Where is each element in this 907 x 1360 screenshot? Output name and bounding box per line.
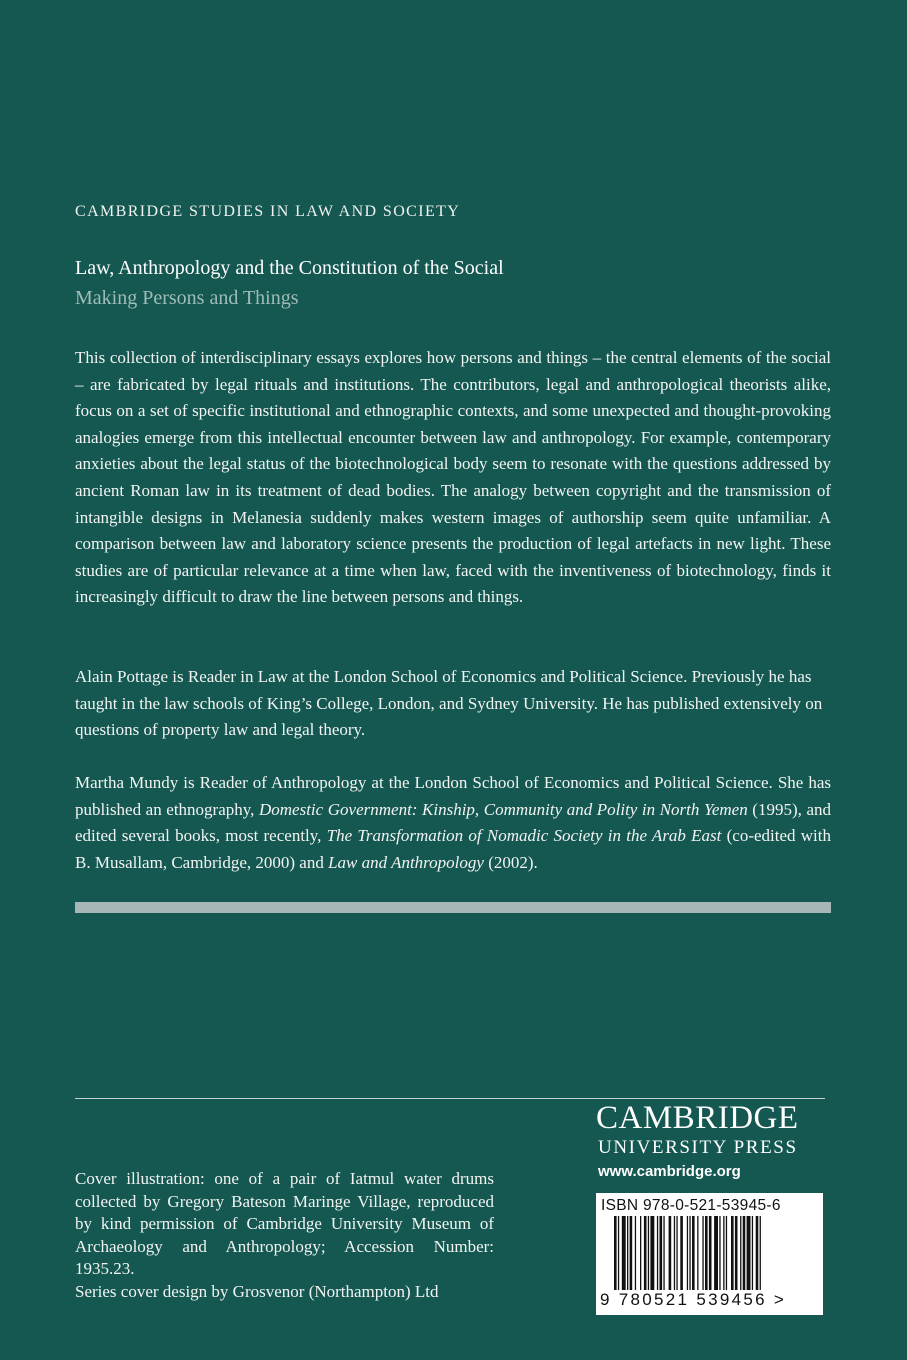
barcode-stripe <box>644 1216 647 1290</box>
barcode-stripe <box>660 1216 663 1290</box>
barcode-stripe <box>627 1216 628 1290</box>
design-credit: Series cover design by Grosvenor (Northampton) Ltd <box>75 1282 439 1301</box>
barcode-stripe <box>640 1216 641 1290</box>
divider-bar <box>75 902 831 913</box>
book-subtitle: Making Persons and Things <box>75 287 299 309</box>
book-title-law-and-anthropology: Law and Anthropology <box>328 852 484 872</box>
barcode-stripe <box>752 1216 753 1290</box>
publisher-logo-subname: UNIVERSITY PRESS <box>598 1137 798 1158</box>
barcode-stripe <box>630 1216 633 1290</box>
barcode-stripe <box>635 1216 636 1290</box>
isbn-label: ISBN 978-0-521-53945-6 <box>601 1197 781 1214</box>
barcode-stripe <box>657 1216 658 1290</box>
cover-illustration-credit: Cover illustration: one of a pair of Iatmul water drums collected by Gregory Bateson Maringe Village, reproduced by kind permission of Cambridge University Museum of Archaeology and Anthropology; Accession Number: 1935.23. <box>75 1169 494 1278</box>
barcode-stripe <box>676 1216 677 1290</box>
barcode-stripe <box>669 1216 672 1290</box>
book-title-nomadic-society: The Transformation of Nomadic Society in the Arab East <box>326 826 722 846</box>
barcode-stripe <box>697 1216 698 1290</box>
publisher-logo-name: CAMBRIDGE <box>596 1100 799 1136</box>
barcode-stripe <box>740 1216 741 1290</box>
ean-number: 9 780521 539456 > <box>600 1290 787 1309</box>
barcode-stripe <box>726 1216 727 1290</box>
series-title: CAMBRIDGE STUDIES IN LAW AND SOCIETY <box>75 203 461 220</box>
barcode-stripe <box>650 1216 654 1290</box>
barcode-stripe <box>689 1216 690 1290</box>
barcode-stripe <box>756 1216 759 1290</box>
barcode-stripe <box>622 1216 626 1290</box>
description-paragraph: This collection of interdisciplinary essays explores how persons and things – the central elements of the social – are fabricated by legal rituals and institutions. The contributors, legal and anthropological theorists alike, focus on a set of specific institutional and ethnographic contexts, and some unexpected and thought-provoking analogies emerge from this intellectual encounter between law and anthropology. For example, contemporary anxieties about the legal status of the biotechnological body seem to resonate with the questions addressed by ancient Roman law in its treatment of dead bodies. The analogy between copyright and the transmission of intangible designs in Melanesia suddenly makes western images of authorship seem quite unfamiliar. A comparison between law and laboratory science presents the production of legal artefacts in new light. These studies are of particular relevance at a time when law, faced with the inventiveness of biotechnology, finds it increasingly difficult to draw the line between persons and things. <box>75 348 831 607</box>
barcode-stripe <box>663 1216 664 1290</box>
editor-bio-pottage: Alain Pottage is Reader in Law at the London School of Economics and Political Science. Previously he has taught in the law schools of King’s College, London, and Sydney University. He has published extensively on questions of property law and legal theory. <box>75 667 823 740</box>
barcode-stripe <box>705 1216 708 1290</box>
barcode-stripe <box>692 1216 695 1290</box>
barcode-stripe <box>747 1216 751 1290</box>
barcode-stripe <box>674 1216 675 1290</box>
barcode-stripe <box>719 1216 720 1290</box>
publisher-website: www.cambridge.org <box>598 1163 741 1180</box>
barcode-stripe <box>731 1216 734 1290</box>
barcode-stripe <box>723 1216 724 1290</box>
barcode-bars <box>614 1216 806 1290</box>
barcode-stripe <box>687 1216 688 1290</box>
barcode-stripe <box>680 1216 683 1290</box>
barcode-stripe <box>735 1216 738 1290</box>
barcode-stripe <box>743 1216 746 1290</box>
barcode-stripe <box>648 1216 649 1290</box>
barcode-stripe <box>714 1216 718 1290</box>
barcode-stripe <box>760 1216 761 1290</box>
barcode-stripe <box>702 1216 703 1290</box>
book-title: Law, Anthropology and the Constitution of the Social <box>75 257 504 279</box>
book-title-domestic-government: Domestic Government: Kinship, Community and Polity in North Yemen <box>258 799 748 819</box>
editor-bio-mundy: Martha Mundy is Reader of Anthropology at the London School of Economics and Political Science. She has published an ethnography, Domestic Government: Kinship, Community and Polity in North Yemen (1995), and edited several books, most recently, The Transformation of Nomadic Society in the Arab East (co-edited with B. Musallam, Cambridge, 2000) and Law and Anthropology (2002). <box>75 773 831 872</box>
divider-rule <box>75 1098 825 1099</box>
barcode-stripe <box>618 1216 619 1290</box>
barcode-stripe <box>709 1216 712 1290</box>
barcode-stripe <box>614 1216 617 1290</box>
